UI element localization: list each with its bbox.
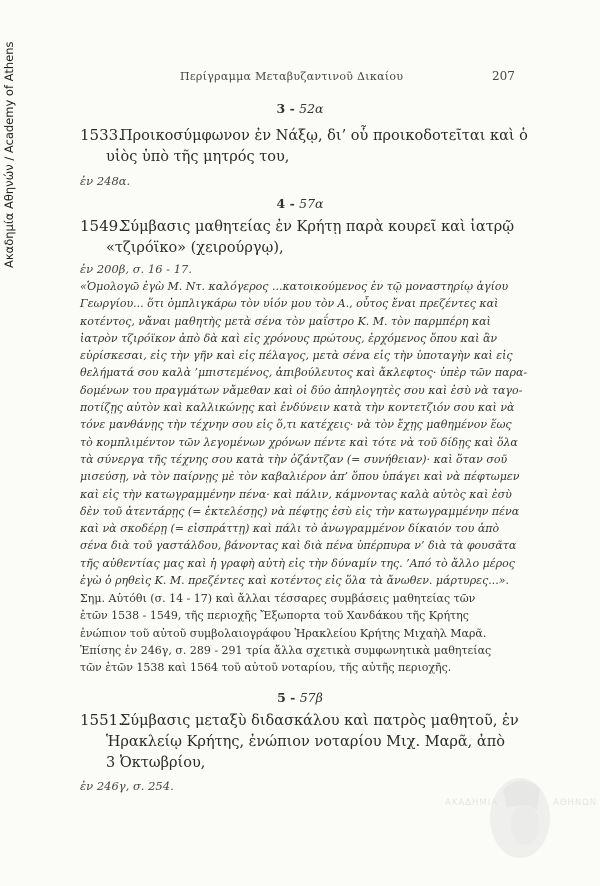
entry-1533 — [80, 125, 530, 168]
entry-1549 — [80, 216, 530, 259]
section-heading: 4 - 57α — [276, 196, 324, 211]
entry-number: 1551. — [80, 711, 123, 729]
section-number: 5 — [277, 690, 286, 705]
quote-line: τόνε μανθάνῃς τὴν τέχνην σου εἰς ὅ,τι κατέχεις· νὰ τὸν ἔχῃς μαθημένον ἕως — [80, 418, 512, 432]
entry-number: 1533. — [80, 126, 123, 144]
quote-line: ἰατρὸν τζιρόϊκον ἀπὸ δὰ καὶ εἰς χρόνους πρώτους, ἐρχόμενος ὅπου καὶ ἂν — [80, 331, 498, 345]
quote-line: τῆς αὐθεντίας μας καὶ ἡ γραφὴ αὐτὴ εἰς τὴν δύναμίν της. ’Από τὸ ἄλλο μέρος — [80, 556, 515, 570]
athena-head-icon — [445, 770, 598, 866]
section-sub: 57α — [299, 196, 324, 211]
entry-line: Σύμβασις μαθητείας ἐν Κρήτῃ παρὰ κουρεῖ καὶ ἰατρῷ — [120, 219, 515, 235]
quote-line: σένα διὰ τοῦ γαστάλδου, βάνοντας καὶ διὰ πένα ὑπέρπυρα ν’ διὰ τὰ φουσᾶτα — [80, 539, 517, 553]
quote-line: καὶ νὰ σκοδέρῃ (= εἰσπράττῃ) καὶ πάλι τὸ ἀνωγραμμένον δίκαιόν του ἀπὸ — [80, 522, 500, 536]
entry-reference: ἐν 246γ, σ. 254. — [80, 779, 174, 793]
quote-line: τὰ σύνεργα τῆς τέχνης σου κατὰ τὴν ὀζάντζαν (= συνήθειαν)· καὶ ὅταν σοῦ — [80, 452, 508, 466]
quote-line: δὲν τοῦ ἀτεντάρῃς (= ἐκτελέσῃς) νὰ πέφτῃς ἐσὺ εἰς τὴν κατωγραμμένην πένα — [80, 504, 520, 518]
side-label: Ακαδημία Αθηνών / Academy of Athens — [2, 41, 16, 269]
quote-line: καὶ εἰς τὴν κατωγραμμένην πένα· καὶ πάλιν, κάμνοντας καλὰ αὐτὸς καὶ ἐσὺ — [80, 487, 512, 501]
quote-line: ποτίζῃς αὐτὸν καὶ καλλικώνῃς καὶ ἐνδύνειν κατὰ τὴν κοντετζιόν σου καὶ νὰ — [80, 401, 515, 415]
entry-reference: ἐν 248α. — [80, 174, 131, 188]
section-number: 4 — [276, 196, 286, 211]
quote-line: «Ὁμολογῶ ἐγὼ Μ. Ντ. καλόγερος ...κατοικούμενος ἐν τῷ μοναστηρίῳ ἁγίου — [80, 280, 509, 293]
note-line: τῶν ἐτῶν 1538 καὶ 1564 τοῦ αὐτοῦ νοταρίου, τῆς αὐτῆς περιοχῆς. — [80, 661, 452, 675]
entry-1551 — [80, 710, 530, 774]
entry-line: Ἡρακλείῳ Κρήτης, ἐνώπιον νοταρίου Μιχ. Μαρᾶ, ἀπὸ — [106, 734, 505, 750]
entry-number: 1549. — [80, 217, 123, 235]
watermark-text-right: ΑΘΗΝΩΝ — [553, 798, 598, 808]
note-line: Ἐπίσης ἐν 246γ, σ. 289 - 291 τρία ἄλλα σχετικὰ συμφωνητικὰ μαθητείας — [80, 643, 492, 657]
quote-line: κοτέντος, νἄναι μαθητὴς μετὰ σένα τὸν μαΐστρο Κ. Μ. τὸν παρμπέρη καὶ — [80, 314, 491, 328]
quote-line: εὑρίσκεσαι, εἰς τὴν γῆν καὶ εἰς πέλαγος, μετὰ σένα εἰς τὴν ὑποταγὴν καὶ εἰς — [80, 349, 513, 363]
entry-line: Σύμβασις μεταξὺ διδασκάλου καὶ πατρὸς μαθητοῦ, ἐν — [120, 713, 519, 729]
editorial-note — [80, 590, 530, 676]
watermark-text-left: ΑΚΑΔΗΜΙΑ — [445, 798, 499, 808]
page-number: 207 — [492, 69, 515, 83]
section-number: 3 — [276, 101, 286, 116]
note-line: Σημ. Αὐτόθι (σ. 14 - 17) καὶ ἄλλαι τέσσαρες συμβάσεις μαθητείας τῶν — [80, 592, 476, 605]
quote-line: θελήματά σου καλὰ ’μπιστεμένος, ἀπιβούλευτος καὶ ἄκλεφτος· ὑπὲρ τῶν παρα- — [80, 366, 528, 380]
section-heading: 5 - 57β — [277, 690, 323, 705]
quoted-contract-text — [80, 278, 530, 589]
quote-line: ἐγὼ ὁ ρηθεὶς Κ. Μ. πρεζέντες καὶ κοτέντος εἰς ὅλα τὰ ἄνωθεν. μάρτυρες...». — [80, 574, 509, 588]
note-line: ἐτῶν 1538 - 1549, τῆς περιοχῆς Ἔξωπορτα τοῦ Χανδάκου τῆς Κρήτης — [80, 609, 469, 623]
entry-line: υἱὸς ὑπὸ τῆς μητρός του, — [106, 149, 290, 165]
section-sub: 57β — [299, 690, 323, 705]
note-line: ἐνώπιον τοῦ αὐτοῦ συμβολαιογράφου Ἡρακλείου Κρήτης Μιχαὴλ Μαρᾶ. — [80, 626, 487, 640]
section-heading: 3 - 52α — [276, 101, 324, 116]
entry-line: 3 Ὀκτωβρίου, — [106, 755, 206, 771]
entry-reference: ἐν 200β, σ. 16 - 17. — [80, 262, 193, 276]
quote-line: μισεύσῃ, νὰ τὸν παίρνῃς μὲ τὸν καβαλιέρον ἀπ’ ὅπου ὑπάγει καὶ νὰ πέφτωμεν — [80, 470, 520, 484]
entry-line: Προικοσύμφωνον ἐν Νάξῳ, δι’ οὗ προικοδοτεῖται καὶ ὁ — [120, 128, 528, 144]
quote-line: δομένων του πραγμάτων νἄμεθαν καὶ οἱ δύο ἀπηλογητὲς σου καὶ ἐσὺ νὰ ταγο- — [80, 383, 523, 397]
entry-line: «τζιρόϊκο» (χειρούργῳ), — [106, 240, 284, 256]
academy-watermark — [445, 770, 598, 866]
section-sub: 52α — [299, 101, 324, 116]
quote-line: τὸ κομπλιμέντον τῶν λεγομένων χρόνων πέντε καὶ τότε νὰ τοῦ δίδῃς καὶ ὅλα — [80, 435, 518, 449]
running-header: Περίγραμμα Μεταβυζαντινοῦ Δικαίου — [180, 70, 404, 83]
quote-line: Γεωργίου... ὅτι ὁμπλιγκάρω τὸν υἱόν μου τὸν Α., οὗτος ἔναι πρεζέντες καὶ — [80, 297, 499, 311]
